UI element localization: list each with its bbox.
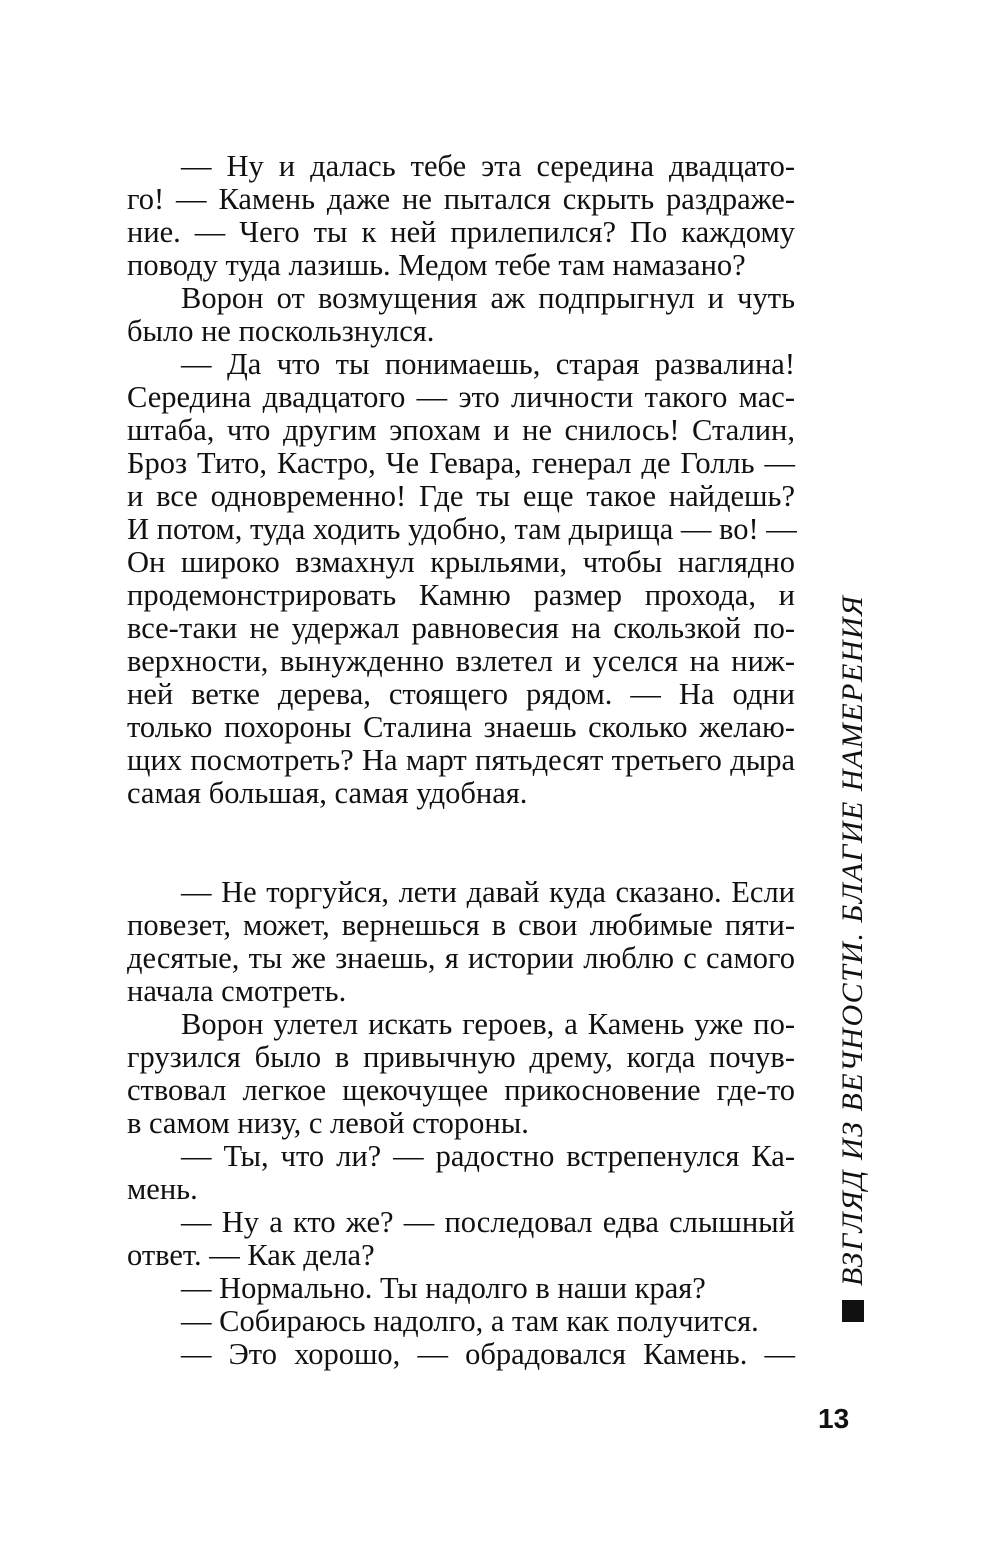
body-text xyxy=(127,150,795,1371)
text-line: продемонстрировать Камню размер прохода, и xyxy=(127,578,795,612)
text-line: повезет, может, вернешься в свои любимые пяти- xyxy=(127,908,795,942)
text-line: Он широко взмахнул крыльями, чтобы наглядно xyxy=(127,545,795,579)
text-line: — Нормально. Ты надолго в наши края? xyxy=(181,1271,706,1305)
text-line: самая большая, самая удобная. xyxy=(127,776,528,810)
text-line: — Не торгуйся, лети давай куда сказано. Если xyxy=(181,875,795,909)
text-line: — Ну и далась тебе эта середина двадцато- xyxy=(181,149,795,183)
text-line: в самом низу, с левой стороны. xyxy=(127,1106,529,1140)
text-line: И потом, туда ходить удобно, там дырища — во! — xyxy=(127,512,797,546)
text-line: верхности, вынужденно взлетел и уселся на ниж- xyxy=(127,644,795,678)
text-line: ответ. — Как дела? xyxy=(127,1238,375,1272)
text-line: ней ветке дерева, стоящего рядом. — На одни xyxy=(127,677,795,711)
text-line: Броз Тито, Кастро, Че Гевара, генерал де Голль — xyxy=(127,446,795,480)
text-line: щих посмотреть? На март пятьдесят третьего дыра xyxy=(127,743,795,777)
square-marker-icon xyxy=(842,1300,864,1322)
running-head-title: ВЗГЛЯД ИЗ ВЕЧНОСТИ. БЛАГИЕ НАМЕРЕНИЯ xyxy=(836,594,869,1286)
text-line: только похороны Сталина знаешь сколько желаю- xyxy=(127,710,795,744)
text-line: все-таки не удержал равновесия на скользкой по- xyxy=(127,611,795,645)
text-line: — Ты, что ли? — радостно встрепенулся Ка- xyxy=(181,1139,795,1173)
text-line: десятые, ты же знаешь, я истории люблю с самого xyxy=(127,941,795,975)
text-line: мень. xyxy=(127,1172,198,1206)
text-line: Ворон улетел искать героев, а Камень уже по- xyxy=(181,1007,795,1041)
running-head xyxy=(833,594,873,1322)
text-line: го! — Камень даже не пытался скрыть раздраже- xyxy=(127,182,795,216)
text-line: — Ну а кто же? — последовал едва слышный xyxy=(181,1205,795,1239)
text-line: ствовал легкое щекочущее прикосновение где-то xyxy=(127,1073,795,1107)
text-line: штаба, что другим эпохам и не снилось! Сталин, xyxy=(127,413,795,447)
text-line: грузился было в привычную дрему, когда почув- xyxy=(127,1040,795,1074)
text-line: — Собираюсь надолго, а там как получится. xyxy=(181,1304,759,1338)
page-number: 13 xyxy=(818,1403,850,1434)
text-line: было не поскользнулся. xyxy=(127,314,435,348)
text-line: начала смотреть. xyxy=(127,974,347,1008)
text-line: Ворон от возмущения аж подпрыгнул и чуть xyxy=(181,281,795,315)
text-line: — Да что ты понимаешь, старая развалина! xyxy=(181,347,795,381)
text-line: и все одновременно! Где ты еще такое найдешь? xyxy=(127,479,795,513)
section-break xyxy=(127,810,795,876)
text-line: ние. — Чего ты к ней прилепился? По каждому xyxy=(127,215,795,249)
text-line: Середина двадцатого — это личности такого мас- xyxy=(127,380,795,414)
text-line: поводу туда лазишь. Медом тебе там намазано? xyxy=(127,248,746,282)
text-line: — Это хорошо, — обрадовался Камень. — xyxy=(181,1337,795,1371)
